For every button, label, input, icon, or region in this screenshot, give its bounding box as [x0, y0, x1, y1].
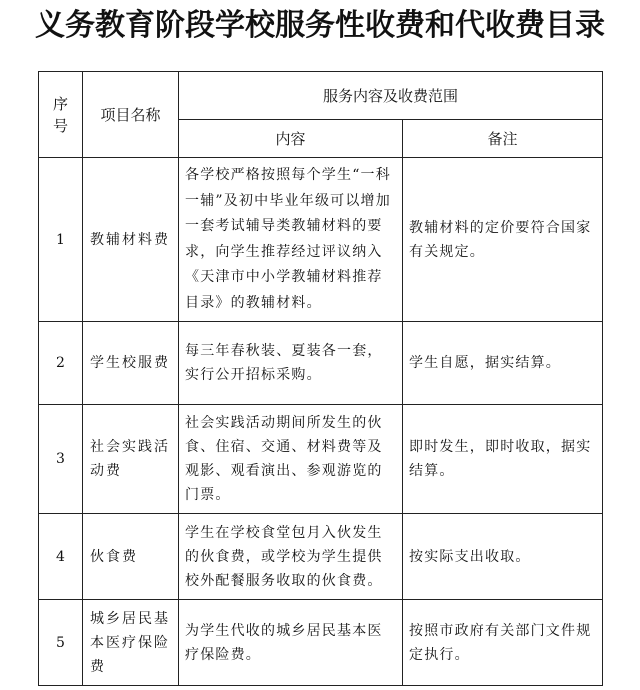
row-content: 为学生代收的城乡居民基本医疗保险费。	[179, 600, 403, 686]
row-number: 1	[39, 158, 83, 322]
header-service-scope: 服务内容及收费范围	[179, 72, 603, 120]
row-item-name: 教辅材料费	[83, 158, 179, 322]
row-item-name: 社会实践活动费	[83, 405, 179, 514]
row-item-name: 城乡居民基本医疗保险费	[83, 600, 179, 686]
row-item-name: 伙食费	[83, 514, 179, 600]
table-row	[39, 158, 603, 322]
row-number: 3	[39, 405, 83, 514]
row-content: 学生在学校食堂包月入伙发生的伙食费，或学校为学生提供校外配餐服务收取的伙食费。	[179, 514, 403, 600]
row-note: 即时发生，即时收取，据实结算。	[403, 405, 603, 514]
table-row	[39, 405, 603, 514]
row-number: 5	[39, 600, 83, 686]
row-note: 按照市政府有关部门文件规定执行。	[403, 600, 603, 686]
header-serial-number: 序号	[39, 72, 83, 158]
fee-catalog-table	[38, 71, 603, 686]
page-title: 义务教育阶段学校服务性收费和代收费目录	[35, 8, 605, 43]
row-number: 2	[39, 322, 83, 405]
row-number: 4	[39, 514, 83, 600]
table-row	[39, 322, 603, 405]
row-content: 社会实践活动期间所发生的伙食、住宿、交通、材料费等及观影、观看演出、参观游览的门票。	[179, 405, 403, 514]
header-item-name: 项目名称	[83, 72, 179, 158]
row-content: 各学校严格按照每个学生“一科一辅”及初中毕业年级可以增加一套考试辅导类教辅材料的要求，向学生推荐经过评议纳入《天津市中小学教辅材料推荐目录》的教辅材料。	[179, 158, 403, 322]
table-row	[39, 514, 603, 600]
header-content: 内容	[179, 120, 403, 158]
table-row	[39, 600, 603, 686]
row-note: 教辅材料的定价要符合国家有关规定。	[403, 158, 603, 322]
row-note: 学生自愿，据实结算。	[403, 322, 603, 405]
header-note: 备注	[403, 120, 603, 158]
row-note: 按实际支出收取。	[403, 514, 603, 600]
row-item-name: 学生校服费	[83, 322, 179, 405]
row-content: 每三年春秋装、夏装各一套，实行公开招标采购。	[179, 322, 403, 405]
